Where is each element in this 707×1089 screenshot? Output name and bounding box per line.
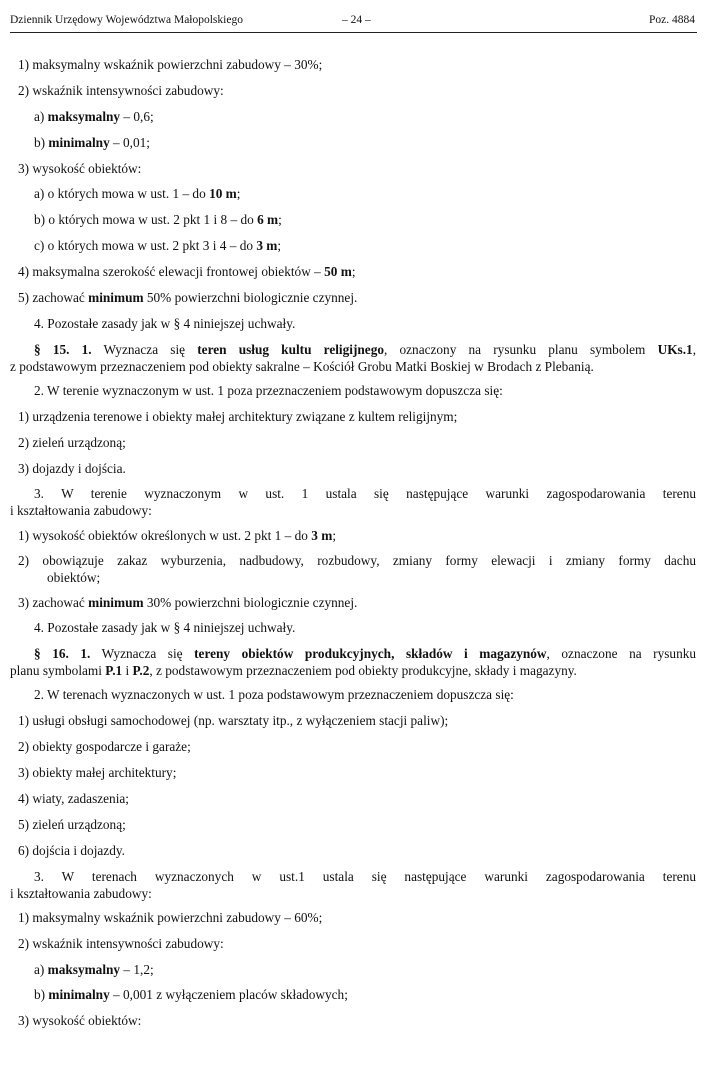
paragraph: 3. W terenach wyznaczonych w ust.1 ustala się następujące warunki zagospodarowania terenu i kształtowania zabudowy: [10,868,696,901]
position-number: Poz. 4884 [649,14,695,26]
list-item: 2) wskaźnik intensywności zabudowy: [18,82,224,98]
list-item: 3) dojazdy i dojścia. [18,460,126,476]
list-item: 3) zachować minimum 30% powierzchni biologicznie czynnej. [18,594,358,610]
section-16: § 16. 1. Wyznacza się tereny obiektów produkcyjnych, składów i magazynów, oznaczone na rysunku planu symbolami P.1 i P.2, z podstawowym przeznaczeniem pod obiekty produkcyjne, składy i magazyny. [10,646,697,679]
list-item: 3) obiekty małej architektury; [18,765,177,781]
list-item: 1) usługi obsługi samochodowej (np. warsztaty itp., z wyłączeniem stacji paliw); [18,713,449,729]
list-item: 5) zachować minimum 50% powierzchni biologicznie czynnej. [18,290,358,306]
list-item: 1) maksymalny wskaźnik powierzchni zabudowy – 30%; [18,57,323,72]
list-item: 6) dojścia i dojazdy. [18,842,125,858]
list-item: a) o których mowa w ust. 1 – do 10 m; [34,186,241,202]
list-item: 3) wysokość obiektów: [18,160,142,176]
list-item: b) minimalny – 0,001 z wyłączeniem placów składowych; [34,987,348,1003]
paragraph: 3. W terenie wyznaczonym w ust. 1 ustala się następujące warunki zagospodarowania terenu i kształtowania zabudowy: [10,486,696,519]
list-item: 5) zieleń urządzoną; [18,816,126,832]
list-item: 1) urządzenia terenowe i obiekty małej architektury związane z kultem religijnym; [18,408,458,424]
paragraph: 4. Pozostałe zasady jak w § 4 niniejszej uchwały. [34,620,296,636]
paragraph: 4. Pozostałe zasady jak w § 4 niniejszej uchwały. [34,315,296,331]
document-body [10,56,696,1038]
list-item: 1) wysokość obiektów określonych w ust. 2 pkt 1 – do 3 m; [18,527,337,543]
list-item: 3) wysokość obiektów: [18,1013,142,1029]
list-item: 4) maksymalna szerokość elewacji frontowej obiektów – 50 m; [18,264,356,280]
list-item: b) minimalny – 0,01; [34,134,150,150]
list-item: 2) obiekty gospodarcze i garaże; [18,739,191,755]
paragraph: 2. W terenach wyznaczonych w ust. 1 poza podstawowym przeznaczeniem dopuszcza się: [34,687,514,703]
paragraph: 2. W terenie wyznaczonym w ust. 1 poza przeznaczeniem podstawowym dopuszcza się: [34,382,503,398]
section-15: § 15. 1. Wyznacza się teren usług kultu religijnego, oznaczony na rysunku planu symbolem UKs.1, z podstawowym przeznaczeniem pod obiekty sakralne – Kościół Grobu Matki Boskiej w Brodach z Plebanią. [10,341,697,374]
list-item: 4) wiaty, zadaszenia; [18,790,129,806]
list-item: c) o których mowa w ust. 2 pkt 3 i 4 – do 3 m; [34,238,282,254]
list-item: a) maksymalny – 0,6; [34,108,154,124]
list-item: 2) wskaźnik intensywności zabudowy: [18,935,224,951]
journal-title: Dziennik Urzędowy Województwa Małopolskiego [10,14,243,26]
list-item: 1) maksymalny wskaźnik powierzchni zabudowy – 60%; [18,909,323,925]
list-item: 2) obowiązuje zakaz wyburzenia, nadbudowy, rozbudowy, zmiany formy elewacji i zmiany formy dachu obiektów; [18,553,696,586]
list-item: 2) zieleń urządzoną; [18,434,126,450]
list-item: b) o których mowa w ust. 2 pkt 1 i 8 – do 6 m; [34,212,282,228]
page-number: – 24 – [342,14,371,26]
list-item: a) maksymalny – 1,2; [34,961,154,977]
page-header [10,12,697,33]
